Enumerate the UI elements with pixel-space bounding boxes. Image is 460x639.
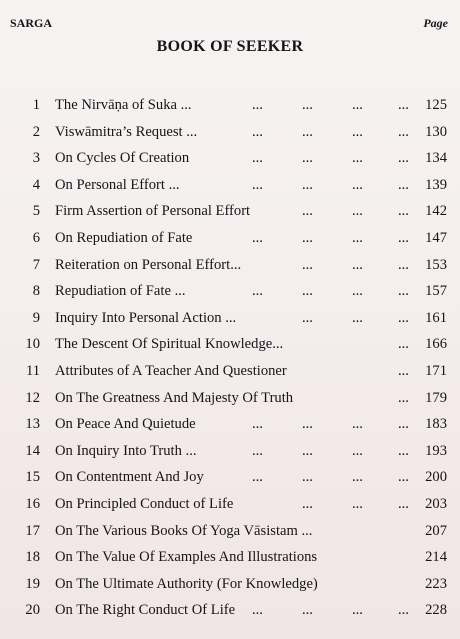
leader-dots: ... bbox=[352, 150, 363, 167]
leader-dots: ... bbox=[252, 123, 263, 140]
entry-number: 6 bbox=[32, 229, 40, 246]
leader-dots: ... bbox=[398, 97, 409, 113]
leader-dots: ... bbox=[252, 469, 263, 486]
toc-entry bbox=[0, 225, 460, 252]
entry-number: 14 bbox=[25, 442, 40, 459]
entry-page-number: 193 bbox=[425, 442, 447, 459]
toc-entry bbox=[0, 597, 460, 624]
entry-title: On Principled Conduct of Life bbox=[55, 495, 234, 512]
toc-entry bbox=[0, 518, 460, 545]
entry-number: 3 bbox=[32, 150, 40, 167]
entry-page-number: 223 bbox=[425, 575, 447, 592]
leader-dots: ... bbox=[398, 495, 409, 512]
leader-dots: ... bbox=[398, 336, 409, 353]
entry-title: Inquiry Into Personal Action ... bbox=[55, 309, 237, 326]
entry-title: On Contentment And Joy bbox=[55, 469, 204, 486]
leader-dots: ... bbox=[352, 416, 363, 433]
toc-entry bbox=[0, 544, 460, 571]
leader-dots: ... bbox=[398, 362, 409, 379]
leader-dots: ... bbox=[352, 256, 363, 273]
leader-dots: ... bbox=[252, 442, 263, 459]
leader-dots: ... bbox=[398, 256, 409, 273]
entry-page-number: 147 bbox=[425, 229, 447, 246]
entry-title: Repudiation of Fate ... bbox=[55, 283, 186, 300]
entry-title: The Descent Of Spiritual Knowledge... bbox=[55, 336, 284, 353]
toc-entry bbox=[0, 491, 460, 518]
toc-entry bbox=[0, 571, 460, 598]
entry-page-number: 157 bbox=[425, 283, 447, 300]
entry-page-number: 179 bbox=[425, 389, 447, 406]
leader-dots: ... bbox=[302, 203, 313, 220]
entry-number: 4 bbox=[32, 176, 40, 193]
entry-page-number: 183 bbox=[425, 416, 447, 433]
toc-entry bbox=[0, 92, 460, 119]
entry-number: 20 bbox=[25, 602, 40, 619]
entry-number: 17 bbox=[25, 522, 40, 539]
entry-number: 5 bbox=[32, 203, 40, 220]
toc-entry bbox=[0, 305, 460, 332]
entry-page-number: 166 bbox=[425, 336, 447, 353]
leader-dots: ... bbox=[302, 416, 313, 433]
toc-entry bbox=[0, 198, 460, 225]
leader-dots: ... bbox=[398, 309, 409, 326]
entry-page-number: 200 bbox=[425, 469, 447, 486]
leader-dots: ... bbox=[252, 416, 263, 433]
entry-title: On Repudiation of Fate bbox=[55, 229, 193, 246]
entry-page-number: 161 bbox=[425, 309, 447, 326]
leader-dots: ... bbox=[352, 495, 363, 512]
leader-dots: ... bbox=[352, 309, 363, 326]
entry-number: 2 bbox=[32, 123, 40, 140]
leader-dots: ... bbox=[252, 176, 263, 193]
entry-title: On The Ultimate Authority (For Knowledge) bbox=[55, 575, 318, 592]
entry-number: 18 bbox=[25, 549, 40, 566]
leader-dots: ... bbox=[352, 442, 363, 459]
page-header: Page bbox=[423, 16, 448, 30]
entry-number: 12 bbox=[25, 389, 40, 406]
entry-title: On Peace And Quietude bbox=[55, 416, 196, 433]
leader-dots: ... bbox=[302, 176, 313, 193]
entry-title: On Cycles Of Creation bbox=[55, 150, 190, 167]
entry-number: 10 bbox=[25, 336, 40, 353]
toc-entry bbox=[0, 172, 460, 199]
entry-title: The Nirvāṇa of Suka ... bbox=[55, 97, 192, 113]
toc-entry bbox=[0, 438, 460, 465]
leader-dots: ... bbox=[302, 97, 313, 113]
leader-dots: ... bbox=[352, 602, 363, 619]
leader-dots: ... bbox=[302, 442, 313, 459]
entry-number: 16 bbox=[25, 495, 40, 512]
leader-dots: ... bbox=[352, 469, 363, 486]
toc-entry bbox=[0, 119, 460, 146]
entry-page-number: 228 bbox=[425, 602, 447, 619]
leader-dots: ... bbox=[302, 229, 313, 246]
entry-page-number: 125 bbox=[425, 97, 447, 113]
leader-dots: ... bbox=[398, 176, 409, 193]
entry-title: Viswāmitra’s Request ... bbox=[55, 123, 198, 140]
leader-dots: ... bbox=[398, 203, 409, 220]
leader-dots: ... bbox=[398, 602, 409, 619]
entry-page-number: 142 bbox=[425, 203, 447, 220]
leader-dots: ... bbox=[398, 229, 409, 246]
entry-number: 8 bbox=[32, 283, 40, 300]
toc-entry bbox=[0, 464, 460, 491]
entry-title: On Personal Effort ... bbox=[55, 176, 180, 193]
leader-dots: ... bbox=[302, 123, 313, 140]
toc-entry bbox=[0, 145, 460, 172]
leader-dots: ... bbox=[352, 203, 363, 220]
entry-title: On Inquiry Into Truth ... bbox=[55, 442, 197, 459]
entry-page-number: 214 bbox=[425, 549, 447, 566]
toc-entry bbox=[0, 358, 460, 385]
entry-title: On The Various Books Of Yoga Vāsistam ... bbox=[55, 522, 313, 539]
entry-title: Firm Assertion of Personal Effort bbox=[55, 203, 251, 220]
toc-entry bbox=[0, 331, 460, 358]
entry-number: 19 bbox=[25, 575, 40, 592]
toc-entry bbox=[0, 278, 460, 305]
leader-dots: ... bbox=[398, 416, 409, 433]
entry-page-number: 139 bbox=[425, 176, 447, 193]
leader-dots: ... bbox=[352, 283, 363, 300]
leader-dots: ... bbox=[302, 256, 313, 273]
toc-entry bbox=[0, 252, 460, 279]
entry-page-number: 171 bbox=[425, 362, 447, 379]
leader-dots: ... bbox=[302, 602, 313, 619]
leader-dots: ... bbox=[252, 602, 263, 619]
leader-dots: ... bbox=[352, 123, 363, 140]
leader-dots: ... bbox=[252, 283, 263, 300]
entry-number: 13 bbox=[25, 416, 40, 433]
entry-title: Attributes of A Teacher And Questioner bbox=[55, 362, 287, 379]
leader-dots: ... bbox=[398, 150, 409, 167]
sarga-header: SARGA bbox=[10, 16, 53, 30]
entry-page-number: 207 bbox=[425, 522, 447, 539]
entry-title: Reiteration on Personal Effort... bbox=[55, 256, 242, 273]
entry-number: 11 bbox=[25, 362, 40, 379]
leader-dots: ... bbox=[252, 150, 263, 167]
entry-number: 1 bbox=[32, 97, 40, 113]
entry-page-number: 130 bbox=[425, 123, 447, 140]
leader-dots: ... bbox=[398, 389, 409, 406]
leader-dots: ... bbox=[252, 97, 263, 113]
leader-dots: ... bbox=[302, 283, 313, 300]
entry-page-number: 153 bbox=[425, 256, 447, 273]
entry-number: 15 bbox=[25, 469, 40, 486]
leader-dots: ... bbox=[302, 469, 313, 486]
leader-dots: ... bbox=[352, 176, 363, 193]
entry-page-number: 203 bbox=[425, 495, 447, 512]
leader-dots: ... bbox=[302, 150, 313, 167]
leader-dots: ... bbox=[352, 229, 363, 246]
leader-dots: ... bbox=[398, 469, 409, 486]
leader-dots: ... bbox=[302, 495, 313, 512]
toc-entry bbox=[0, 385, 460, 412]
leader-dots: ... bbox=[352, 97, 363, 113]
toc-entry bbox=[0, 411, 460, 438]
page-title: BOOK OF SEEKER bbox=[156, 38, 304, 55]
entry-title: On The Right Conduct Of Life bbox=[55, 602, 236, 619]
entry-number: 7 bbox=[32, 256, 40, 273]
entry-title: On The Greatness And Majesty Of Truth bbox=[55, 389, 294, 406]
leader-dots: ... bbox=[252, 229, 263, 246]
entry-page-number: 134 bbox=[425, 150, 447, 167]
leader-dots: ... bbox=[398, 123, 409, 140]
entry-number: 9 bbox=[32, 309, 40, 326]
leader-dots: ... bbox=[398, 283, 409, 300]
leader-dots: ... bbox=[302, 309, 313, 326]
table-of-contents bbox=[0, 92, 460, 624]
entry-title: On The Value Of Examples And Illustrations bbox=[55, 549, 318, 566]
leader-dots: ... bbox=[398, 442, 409, 459]
